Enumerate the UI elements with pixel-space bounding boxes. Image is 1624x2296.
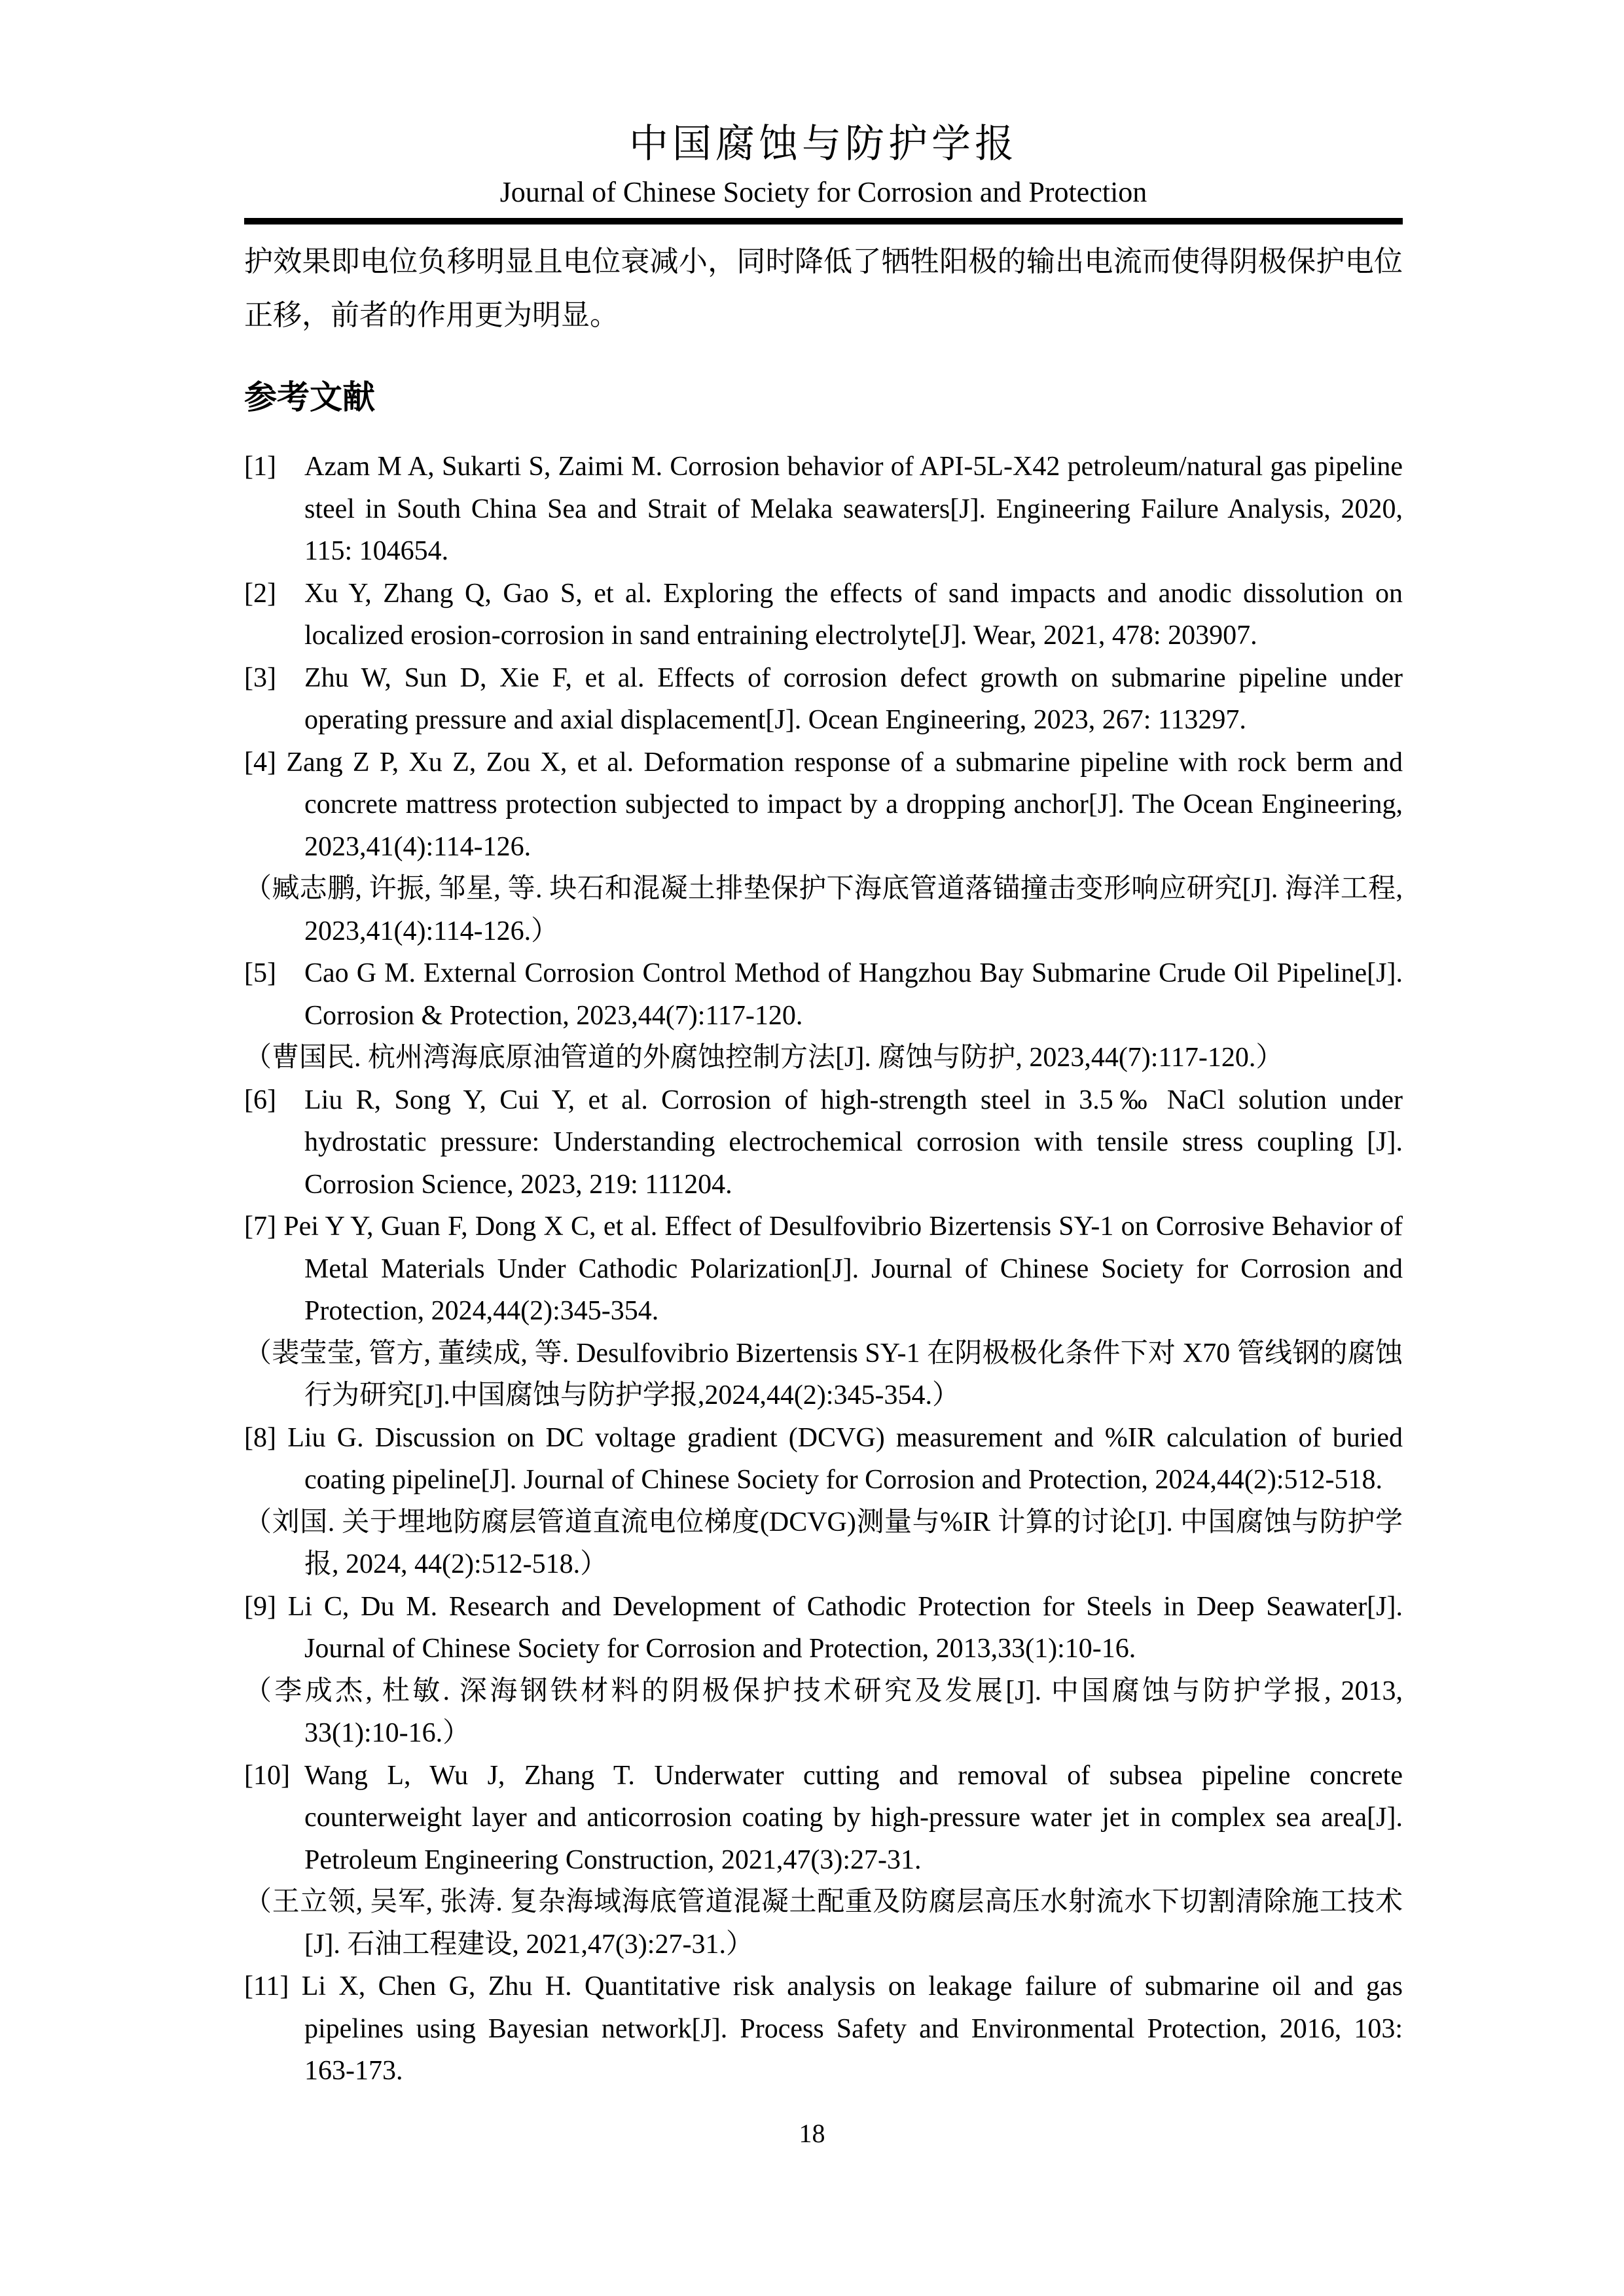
reference-text-en: Liu R, Song Y, Cui Y, et al. Corrosion of high-strength steel in 3.5‰ NaCl solution under hydrostatic pressure: Understanding electrochemical corrosion with tensile stress coupling [J]. Corrosion Science, 2023, 219: 111204. xyxy=(304,1085,1403,1200)
page-content xyxy=(244,0,1403,2092)
reference-number: [2] xyxy=(244,578,276,609)
header-divider-rule xyxy=(244,218,1403,224)
reference-item-cn xyxy=(244,1670,1403,1755)
reference-item-cn xyxy=(244,1333,1403,1417)
reference-list xyxy=(244,446,1403,2092)
reference-text-cn: （王立领, 吴军, 张涛. 复杂海域海底管道混凝土配重及防腐层高压水射流水下切割清除施工技术[J]. 石油工程建设, 2021,47(3):27-31.） xyxy=(244,1887,1403,1960)
reference-number: [8] xyxy=(244,1422,276,1453)
reference-item-en xyxy=(244,1206,1403,1333)
reference-text-cn: （李成杰, 杜敏. 深海钢铁材料的阴极保护技术研究及发展[J]. 中国腐蚀与防护学报, 2013, 33(1):10-16.） xyxy=(244,1676,1403,1748)
reference-text-en: Li C, Du M. Research and Development of Cathodic Protection for Steels in Deep Seawater[J]. Journal of Chinese Society for Corrosion and Protection, 2013,33(1):10-16. xyxy=(287,1591,1403,1664)
reference-text-cn: （曹国民. 杭州湾海底原油管道的外腐蚀控制方法[J]. 腐蚀与防护, 2023,44(7):117-120.） xyxy=(244,1043,1284,1073)
references-heading: 参考文献 xyxy=(244,379,375,416)
reference-item-en xyxy=(244,573,1403,657)
journal-title-english: Journal of Chinese Society for Corrosion and Protection xyxy=(499,176,1147,208)
reference-item-en xyxy=(244,1965,1403,2092)
reference-item-cn xyxy=(244,1881,1403,1965)
reference-number: [5] xyxy=(244,958,276,988)
reference-number: [9] xyxy=(244,1591,276,1622)
reference-text-en: Wang L, Wu J, Zhang T. Underwater cutting and removal of subsea pipeline concrete counterweight layer and anticorrosion coating by high-pressure water jet in complex sea area[J]. Petroleum Engineering Construction, 2021,47(3):27-31. xyxy=(304,1760,1403,1875)
reference-text-cn: （臧志鹏, 许振, 邹星, 等. 块石和混凝土排垫保护下海底管道落锚撞击变形响应研究[J]. 海洋工程, 2023,41(4):114-126.） xyxy=(244,874,1403,946)
reference-text-en: Cao G M. External Corrosion Control Method of Hangzhou Bay Submarine Crude Oil Pipeline[J]. Corrosion & Protection, 2023,44(7):117-120. xyxy=(304,958,1403,1031)
reference-item-cn xyxy=(244,868,1403,952)
reference-text-en: Xu Y, Zhang Q, Gao S, et al. Exploring the effects of sand impacts and anodic dissolution on localized erosion-corrosion in sand entraining electrolyte[J]. Wear, 2021, 478: 203907. xyxy=(304,578,1403,651)
reference-item-en xyxy=(244,1079,1403,1206)
reference-text-cn: （刘国. 关于埋地防腐层管道直流电位梯度(DCVG)测量与%IR 计算的讨论[J]. 中国腐蚀与防护学报, 2024, 44(2):512-518.） xyxy=(244,1507,1403,1579)
reference-item-cn xyxy=(244,1037,1403,1079)
reference-item-en xyxy=(244,657,1403,742)
reference-item-en xyxy=(244,742,1403,869)
journal-title-chinese: 中国腐蚀与防护学报 xyxy=(629,122,1018,166)
reference-text-en: Liu G. Discussion on DC voltage gradient (DCVG) measurement and %IR calculation of buried coating pipeline[J]. Journal of Chinese Society for Corrosion and Protection, 2024,44(2):512-518. xyxy=(287,1422,1403,1495)
reference-text-en: Li X, Chen G, Zhu H. Quantitative risk analysis on leakage failure of submarine oil and gas pipelines using Bayesian network[J]. Process Safety and Environmental Protection, 2016, 103: 163-173. xyxy=(301,1971,1403,2086)
reference-item-en xyxy=(244,1417,1403,1501)
reference-item-cn xyxy=(244,1501,1403,1586)
journal-header xyxy=(244,113,1403,224)
reference-text-en: Zang Z P, Xu Z, Zou X, et al. Deformation response of a submarine pipeline with rock berm and concrete mattress protection subjected to impact by a dropping anchor[J]. The Ocean Engineering, 2023,41(4):114-126. xyxy=(286,747,1403,862)
reference-item-en xyxy=(244,1755,1403,1882)
body-paragraph: 护效果即电位负移明显且电位衰减小，同时降低了牺牲阳极的输出电流而使得阴极保护电位正移，前者的作用更为明显。 xyxy=(244,245,1403,331)
reference-item-en xyxy=(244,1586,1403,1670)
reference-number: [4] xyxy=(244,747,276,778)
reference-number: [6] xyxy=(244,1085,276,1115)
reference-text-en: Zhu W, Sun D, Xie F, et al. Effects of corrosion defect growth on submarine pipeline under operating pressure and axial displacement[J]. Ocean Engineering, 2023, 267: 113297. xyxy=(304,662,1403,735)
reference-number: [1] xyxy=(244,452,276,482)
reference-number: [10] xyxy=(244,1760,290,1791)
page-number: 18 xyxy=(799,2119,825,2148)
reference-number: [3] xyxy=(244,662,276,693)
reference-number: [11] xyxy=(244,1971,289,2001)
reference-text-cn: （裴莹莹, 管方, 董续成, 等. Desulfovibrio Bizertensis SY-1 在阴极极化条件下对 X70 管线钢的腐蚀行为研究[J].中国腐蚀与防护学报,2024,44(2):345-354.） xyxy=(244,1338,1403,1410)
reference-item-en xyxy=(244,446,1403,573)
reference-number: [7] xyxy=(244,1211,276,1242)
reference-text-en: Pei Y Y, Guan F, Dong X C, et al. Effect of Desulfovibrio Bizertensis SY-1 on Corrosive Behavior of Metal Materials Under Cathodic Polarization[J]. Journal of Chinese Society for Corrosion and Protection, 2024,44(2):345-354. xyxy=(283,1211,1403,1326)
reference-text-en: Azam M A, Sukarti S, Zaimi M. Corrosion behavior of API-5L-X42 petroleum/natural gas pipeline steel in South China Sea and Strait of Melaka seawaters[J]. Engineering Failure Analysis, 2020, 115: 104654. xyxy=(304,452,1403,566)
reference-item-en xyxy=(244,952,1403,1037)
